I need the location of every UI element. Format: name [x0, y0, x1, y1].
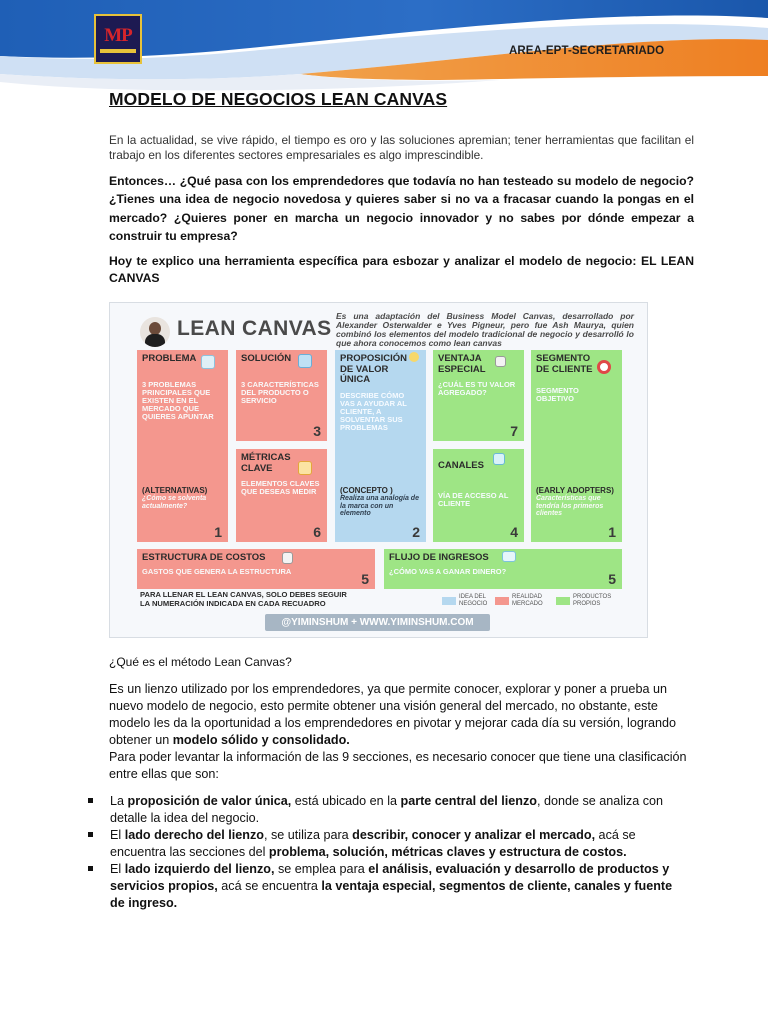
- intro-paragraph: En la actualidad, se vive rápido, el tiempo es oro y las soluciones apremian; tener herramientas que facilitan el trabajo en los diferentes sectores empresariales es algo imprescindible.: [109, 133, 694, 162]
- page-header: [0, 0, 768, 95]
- legend-swatch-green: [556, 597, 570, 605]
- logo-text: MP: [104, 25, 132, 46]
- cell-propuesta-subdesc: Realiza una analogía de la marca con un elemento: [340, 495, 419, 517]
- legend-swatch-red: [495, 597, 509, 605]
- magnifier-icon: [201, 355, 215, 369]
- cell-segmento-desc: SEGMENTO OBJETIVO: [536, 386, 579, 403]
- cell-problema-desc: 3 PROBLEMAS PRINCIPALES QUE EXISTEN EN EL MERCADO QUE QUIERES APUNTAR: [142, 379, 214, 421]
- cell-metricas-number: 6: [313, 524, 321, 540]
- cell-ventaja-head: VENTAJA ESPECIAL: [438, 353, 486, 375]
- lean-canvas-description: Es una adaptación del Business Model Canvas, desarrollado por Alexander Osterwalder e Yves Pigneur, pero fue Ash Maurya, quien combinó los elementos del modelo tradicional de negocio y desarrolló lo que ahora conocemos como lean canvas: [336, 311, 634, 348]
- author-avatar: [140, 317, 170, 347]
- cash-icon: [502, 551, 516, 562]
- cell-ingresos: [384, 549, 622, 589]
- lean-canvas-instructions: PARA LLENAR EL LEAN CANVAS, SOLO DEBES SEGUIR LA NUMERACIÓN INDICADA EN CADA RECUADRO: [140, 590, 347, 608]
- bullet-square-icon: [88, 798, 93, 803]
- logo-band: [100, 49, 136, 53]
- megaphone-icon: [493, 453, 505, 465]
- cell-propuesta-number: 2: [412, 524, 420, 540]
- cell-problema-head: PROBLEMA: [142, 353, 197, 364]
- legend-label: PRODUCTOS PROPIOS: [573, 594, 612, 607]
- lean-canvas-footer: @YIMINSHUM + WWW.YIMINSHUM.COM: [265, 614, 490, 631]
- cell-segmento-head: SEGMENTO DE CLIENTE: [536, 353, 593, 375]
- cell-ingresos-head: FLUJO DE INGRESOS: [389, 552, 489, 563]
- cell-problema-number: 1: [214, 524, 222, 540]
- badge-icon: [495, 356, 506, 367]
- sections-list: [88, 793, 688, 912]
- paragraph-questions: Entonces… ¿Qué pasa con los emprendedores que todavía no han testeado su modelo de negocio? ¿Tienes una idea de negocio novedosa y quieres saber si no va a fracasar cuando la pongas en el mercado? ¿Quieres poner en marcha un negocio innovador y no sabes por dónde empezar a construir tu empresa?: [109, 174, 694, 243]
- list-item: La proposición de valor única, está ubicado en la parte central del lienzo, donde se analiza con detalle la idea del negocio.: [88, 793, 688, 827]
- cell-ventaja: [433, 350, 524, 441]
- section-question: ¿Qué es el método Lean Canvas?: [109, 655, 292, 669]
- cell-canales-desc: VÍA DE ACCESO AL CLIENTE: [438, 490, 509, 508]
- people-icon: [298, 354, 312, 368]
- legend-item-productos: [556, 594, 612, 607]
- paragraph-explanation: Es un lienzo utilizado por los emprendedores, ya que permite conocer, explorar y poner a prueba un nuevo modelo de negocio, esto permite obtener una visión general del mercado, no obstante, este modelo les da la oportunidad a los emprendedores en pivotar y mejorar cada día su versión, logrando obtener un modelo sólido y consolidado. Para poder levantar la información de las 9 secciones, es necesario conocer que tiene una clasificación entre ellas que son:: [109, 682, 687, 781]
- chart-icon: [298, 461, 312, 475]
- cell-segmento-sub: (EARLY ADOPTERS): [536, 486, 614, 495]
- target-icon: [597, 360, 611, 374]
- cell-segmento-subdesc: Características que tendría los primeros clientes: [536, 495, 604, 517]
- bullet-square-icon: [88, 832, 93, 837]
- cell-costos: [137, 549, 375, 589]
- list-item: El lado derecho del lienzo, se utiliza para describir, conocer y analizar el mercado, acá se encuentra las secciones del problema, solución, métricas claves y estructura de costos.: [88, 827, 688, 861]
- cell-costos-desc: GASTOS QUE GENERA LA ESTRUCTURA: [142, 566, 292, 576]
- cell-ingresos-desc: ¿CÓMO VAS A GANAR DINERO?: [389, 566, 507, 576]
- bullet-square-icon: [88, 866, 93, 871]
- cell-propuesta-head: PROPOSICIÓN DE VALOR ÚNICA: [340, 353, 408, 385]
- cell-ventaja-number: 7: [510, 423, 518, 439]
- cell-solucion-head: SOLUCIÓN: [241, 353, 292, 364]
- cell-propuesta-desc: DESCRIBE CÓMO VAS A AYUDAR AL CLIENTE, A SOLVENTAR SUS PROBLEMAS: [340, 390, 407, 432]
- lean-canvas-title: LEAN CANVAS: [177, 317, 332, 340]
- cell-metricas-head: MÉTRICAS CLAVE: [241, 452, 291, 474]
- sun-icon: [409, 352, 419, 362]
- cell-solucion-desc: 3 CARACTERÍSTICAS DEL PRODUCTO O SERVICIO: [241, 379, 319, 405]
- cell-propuesta-sub: (CONCEPTO ): [340, 486, 393, 495]
- cell-solucion: [236, 350, 327, 441]
- school-logo: [94, 14, 142, 64]
- cell-canales-number: 4: [510, 524, 518, 540]
- legend-item-idea: [442, 594, 495, 607]
- cell-problema: [137, 350, 228, 542]
- legend-swatch-blue: [442, 597, 456, 605]
- cell-ingresos-number: 5: [608, 571, 616, 587]
- legend-item-mercado: [495, 594, 548, 607]
- lean-canvas-figure: [109, 302, 648, 638]
- cell-segmento-number: 1: [608, 524, 616, 540]
- cell-propuesta: [335, 350, 426, 542]
- cell-segmento: [531, 350, 622, 542]
- cell-canales: [433, 449, 524, 542]
- legend-label: REALIDAD MERCADO: [512, 594, 543, 607]
- cell-costos-number: 5: [361, 571, 369, 587]
- cell-costos-head: ESTRUCTURA DE COSTOS: [142, 552, 266, 563]
- cell-solucion-number: 3: [313, 423, 321, 439]
- cell-problema-subdesc: ¿Cómo se solventa actualmente?: [142, 495, 207, 510]
- cell-metricas-desc: ELEMENTOS CLAVES QUE DESEAS MEDIR: [241, 479, 320, 496]
- cell-canales-head: CANALES: [438, 460, 484, 471]
- money-icon: [282, 552, 293, 564]
- page-title: MODELO DE NEGOCIOS LEAN CANVAS: [109, 89, 448, 109]
- cell-problema-sub: (ALTERNATIVAS): [142, 486, 208, 495]
- list-item: El lado izquierdo del lienzo, se emplea para el análisis, evaluación y desarrollo de productos y servicios propios, acá se encuentra la ventaja especial, segmentos de cliente, canales y fuente de ingreso.: [88, 861, 688, 912]
- cell-ventaja-desc: ¿CUÁL ES TU VALOR AGREGADO?: [438, 380, 516, 397]
- legend-label: IDEA DEL NEGOCIO: [459, 594, 488, 607]
- cell-metricas: [236, 449, 327, 542]
- paragraph-tool: Hoy te explico una herramienta específica para esbozar y analizar el modelo de negocio: EL LEAN CANVAS: [109, 254, 694, 285]
- area-label: AREA-EPT-SECRETARIADO: [509, 45, 665, 57]
